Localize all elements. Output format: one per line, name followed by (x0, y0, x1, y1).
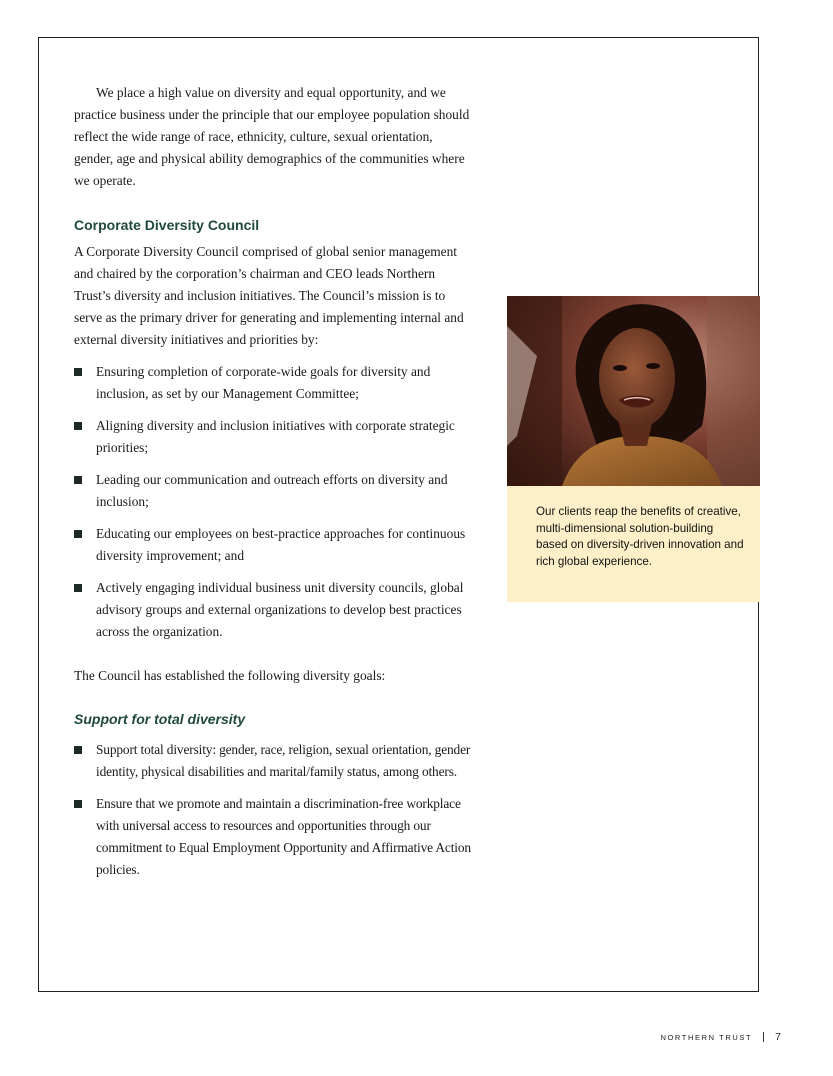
council-heading: Corporate Diversity Council (74, 217, 260, 233)
portrait-illustration (507, 296, 760, 486)
footer-divider (763, 1032, 764, 1042)
page-footer (660, 1031, 781, 1043)
page-number: 7 (775, 1031, 781, 1043)
list-item: Support total diversity: gender, race, religion, sexual orientation, gender identity, physical disabilities and marital/family status, among others. (74, 739, 474, 783)
square-bullet-icon (74, 800, 82, 808)
council-paragraph: A Corporate Diversity Council comprised of global senior management and chaired by the corporation’s chairman and CEO leads Northern Trust’s diversity and inclusion initiatives. The Council’s mission is to serve as the primary driver for generating and implementing internal and external diversity initiatives and priorities by: (74, 244, 464, 347)
list-item: Ensure that we promote and maintain a discrimination-free workplace with universal access to resources and opportunities through our commitment to Equal Employment Opportunity and Affirmative Action policies. (74, 793, 474, 881)
main-column (74, 82, 474, 881)
list-item: Ensuring completion of corporate-wide goals for diversity and inclusion, as set by our Management Committee; (74, 361, 474, 405)
list-item: Aligning diversity and inclusion initiatives with corporate strategic priorities; (74, 415, 474, 459)
caption-box (507, 486, 760, 602)
square-bullet-icon (74, 368, 82, 376)
footer-brand: NORTHERN TRUST (660, 1032, 753, 1042)
square-bullet-icon (74, 476, 82, 484)
square-bullet-icon (74, 422, 82, 430)
support-bullet-list (74, 739, 474, 881)
square-bullet-icon (74, 530, 82, 538)
support-heading: Support for total diversity (74, 711, 246, 727)
photo-caption: Our clients reap the benefits of creative, multi-dimensional solution-building based on diversity-driven innovation and rich global experience. (536, 505, 744, 568)
council-bullet-list (74, 361, 474, 643)
list-item: Educating our employees on best-practice approaches for continuous diversity improvement; and (74, 523, 474, 567)
list-item: Leading our communication and outreach efforts on diversity and inclusion; (74, 469, 474, 513)
intro-paragraph: We place a high value on diversity and equal opportunity, and we practice business under the principle that our employee population should reflect the wide range of race, ethnicity, culture, sexual orientation, gender, age and physical ability demographics of the communities where we operate. (74, 85, 470, 188)
square-bullet-icon (74, 746, 82, 754)
council-closing: The Council has established the following diversity goals: (74, 668, 386, 683)
list-item: Actively engaging individual business unit diversity councils, global advisory groups and external organizations to develop best practices across the organization. (74, 577, 474, 643)
square-bullet-icon (74, 584, 82, 592)
woman-portrait-photo (507, 296, 760, 486)
